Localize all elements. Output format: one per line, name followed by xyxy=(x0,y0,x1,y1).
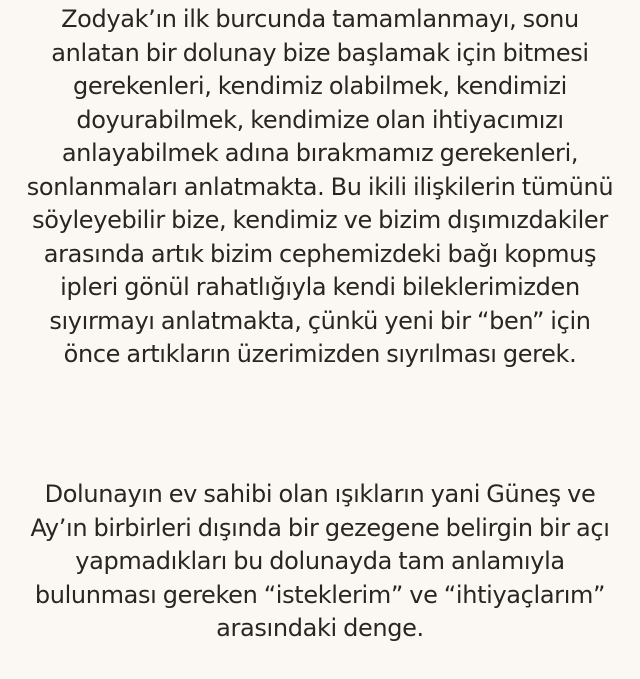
paragraph-1-line-6: sonlanmaları anlatmakta. Bu ikili ilişkilerin tümünü xyxy=(26,172,614,201)
paragraph-2-line-2: Ay’ın birbirleri dışında bir gezegene belirgin bir açı xyxy=(30,513,610,542)
paragraph-1-line-10: sıyırmayı anlatmakta, çünkü yeni bir “ben” için xyxy=(49,306,591,335)
paragraph-1-line-1: Zodyak’ın ilk burcunda tamamlanmayı, sonu xyxy=(61,5,579,33)
paragraph-1-line-2: anlatan bir dolunay bize başlamak için bitmesi xyxy=(51,38,589,67)
paragraph-1-line-5: anlayabilmek adına bırakmamız gerekenleri, xyxy=(61,139,579,167)
paragraph-2-line-4: bulunması gereken “isteklerim” ve “ihtiyaçlarım” xyxy=(34,580,606,609)
paragraph-2-line-5: arasındaki denge. xyxy=(216,614,424,642)
paragraph-1-line-4: doyurabilmek, kendimize olan ihtiyacımızı xyxy=(76,105,564,134)
paragraph-full-moon-balance xyxy=(0,478,640,646)
paragraph-2-line-1: Dolunayın ev sahibi olan ışıkların yani Güneş ve xyxy=(44,480,596,508)
paragraph-1-line-3: gerekenleri, kendimiz olabilmek, kendimizi xyxy=(72,72,567,100)
paragraph-2-line-3: yapmadıkları bu dolunayda tam anlamıyla xyxy=(75,547,565,575)
paragraph-1-line-9: ipleri gönül rahatlığıyla kendi bileklerimizden xyxy=(60,273,580,301)
paragraph-1-line-7: söyleyebilir bize, kendimiz ve bizim dışımızdakiler xyxy=(32,206,608,234)
paragraph-1-line-8: arasında artık bizim cephemizdeki bağı kopmuş xyxy=(43,239,597,268)
paragraph-full-moon-first-sign xyxy=(0,3,640,372)
paragraph-1-line-11: önce artıkların üzerimizden sıyrılması gerek. xyxy=(63,340,577,368)
